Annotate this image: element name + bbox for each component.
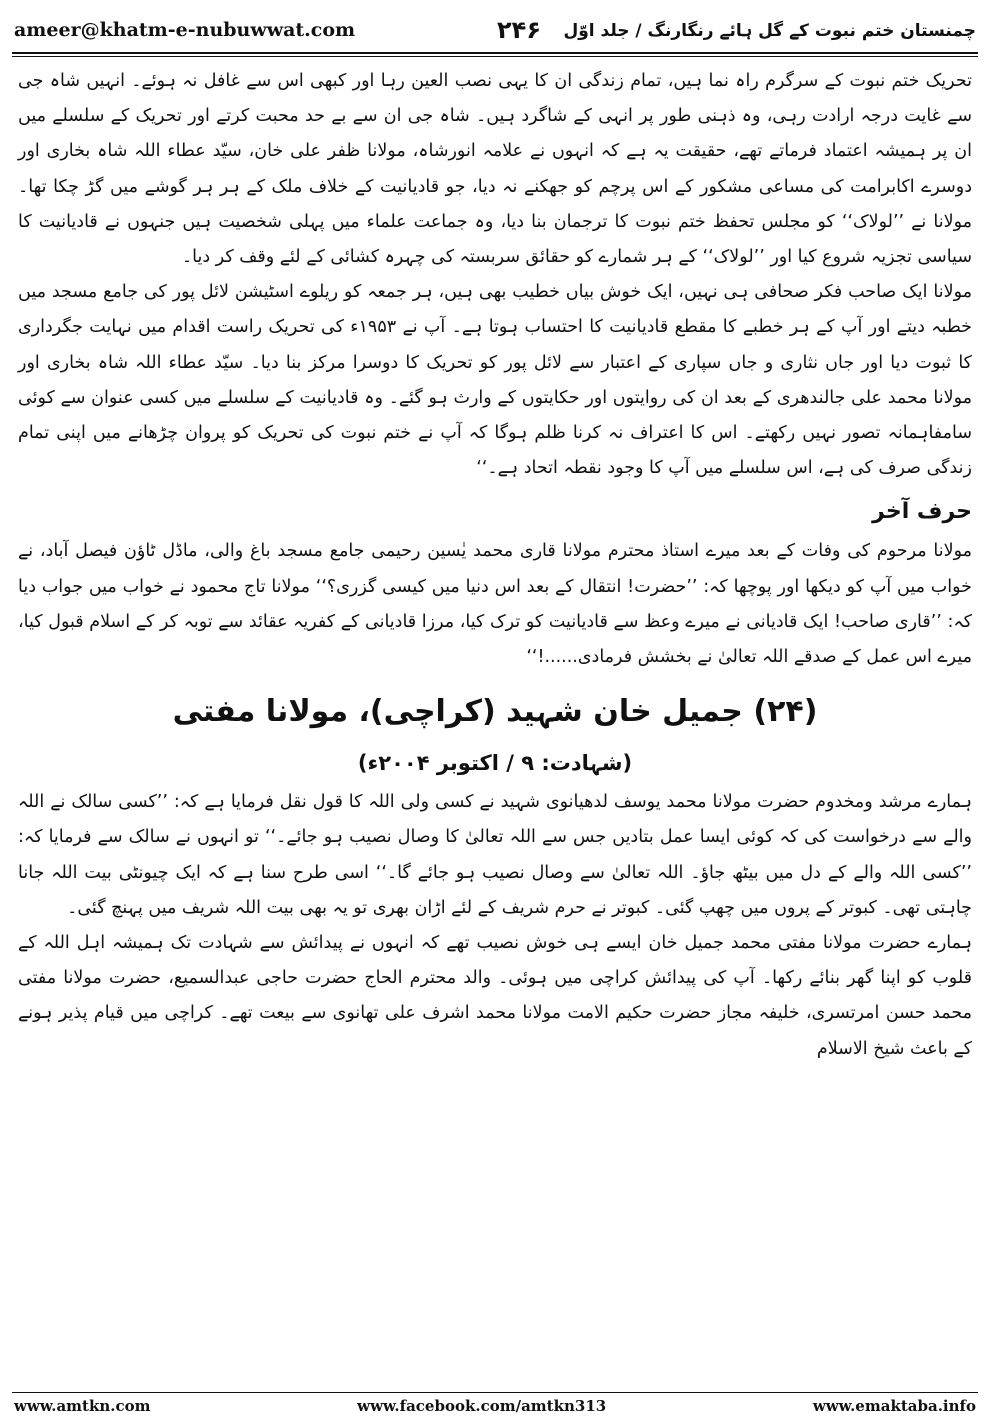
paragraph-1: تحریک ختم نبوت کے سرگرم راہ نما ہیں، تمام زندگی ان کا یہی نصب العین رہا اور کبھی اس سے غافل نہ ہوئے۔ انہیں شاہ جی سے غایت درجہ ارادت رہی، وہ ذہنی طور پر انہی کے شاگرد ہیں۔ شاہ جی ان سے بے حد محبت کرتے اور تحریک کے سلسلے میں ان پر ہمیشہ اعتماد فرماتے تھے، حقیقت یہ ہے کہ انہوں نے علامہ انورشاہ، مولانا ظفر علی خان، سیّد عطاء اللہ شاہ بخاری اور دوسرے اکابرامت کی مساعی مشکور کے اس پرچم کو جھکنے نہ دیا، جو قادیانیت کے خلاف ملک کے ہر ہر گوشے میں گڑ چکا تھا۔ مولانا نے ’’لولاک‘‘ کو مجلس تحفظ ختم نبوت کا ترجمان بنا دیا، وہ جماعت علماء میں پہلی شخصیت ہیں جنہوں نے قادیانیت کا سیاسی تجزیہ شروع کیا اور ’’لولاک‘‘ کے ہر شمارے کو حقائق سربستہ کی چہرہ کشائی کے لئے وقف کر دیا۔ [18,71,972,268]
header-rule-thin [12,56,978,57]
paragraph-2: مولانا ایک صاحب فکر صحافی ہی نہیں، ایک خوش بیاں خطیب بھی ہیں، ہر جمعہ کو ریلوے اسٹیشن لائل پور کی جامع مسجد میں خطبہ دیتے اور آپ کے ہر خطبے کا مقطع قادیانیت کا احتساب ہوتا ہے۔ آپ نے ۱۹۵۳ء کی تحریک راست اقدام میں نہایت جگرداری کا ثبوت دیا اور جاں نثاری و جاں سپاری کے اعتبار سے لائل پور کو تحریک کا دوسرا مرکز بنا دیا۔ سیّد عطاء اللہ شاہ بخاری اور مولانا محمد علی جالندھری کے بعد ان کی روایتوں اور حکایتوں کے وارث ہو گئے۔ وہ قادیانیت کے سلسلے میں کسی عنوان سے کوئی سامفاہمانہ تصور نہیں رکھتے۔ اس کا اعتراف نہ کرنا ظلم ہوگا کہ آپ نے ختم نبوت کی تحریک کو پروان چڑھانے میں اپنی تمام زندگی صرف کی ہے، اس سلسلے میں آپ کا وجود نقطہ اتحاد ہے۔‘‘ [18,282,972,479]
book-title: چمنستان ختم نبوت کے گل ہائے رنگارنگ / جلد اوّل [563,20,976,41]
footer-link-facebook[interactable]: www.facebook.com/amtkn313 [357,1397,607,1415]
page-body [18,64,972,1386]
header-rule [12,52,978,54]
footer-link-amtkn[interactable]: www.amtkn.com [14,1397,151,1415]
paragraph-3: مولانا مرحوم کی وفات کے بعد میرے استاذ محترم مولانا قاری محمد یٰسین رحیمی جامع مسجد باغ والی، ماڈل ٹاؤن فیصل آباد، نے خواب میں آپ کو دیکھا اور پوچھا کہ: ’’حضرت! انتقال کے بعد اس دنیا میں کیسی گزری؟‘‘ مولانا تاج محمود نے خواب میں جواب دیا کہ: ’’قاری صاحب! ایک قادیانی نے میرے وعظ سے قادیانیت کو ترک کیا، مرزا قادیانی کے کفریہ عقائد سے توبہ کر کے اسلام قبول کیا، میرے اس عمل کے صدقے اللہ تعالیٰ نے بخشش فرمادی......!‘‘ [18,541,972,668]
paragraph-5: ہمارے حضرت مولانا مفتی محمد جمیل خان ایسے ہی خوش نصیب تھے کہ انہوں نے پیدائش سے شہادت تک ہمیشہ اہل اللہ کے قلوب کو اپنا گھر بنائے رکھا۔ آپ کی پیدائش کراچی میں ہوئی۔ والد محترم الحاج حضرت حاجی عبدالسمیع، حضرت مولانا مفتی محمد حسن امرتسری، خلیفہ مجاز حضرت حکیم الامت مولانا محمد اشرف علی تھانوی سے بیعت تھے۔ کراچی میں قیام پذیر ہونے کے باعث شیخ الاسلام [18,933,972,1059]
chapter-title: (۲۴) جمیل خان شہید (کراچی)، مولانا مفتی [172,694,818,730]
footer-rule [12,1392,978,1393]
paragraph-4: ہمارے مرشد ومخدوم حضرت مولانا محمد یوسف لدھیانوی شہید نے کسی ولی اللہ کا قول نقل فرمایا ہے کہ: ’’کسی سالک نے اللہ والے سے درخواست کی کہ کوئی ایسا عمل بتادیں جس سے اللہ تعالیٰ کا وصال نصیب ہو جائے۔‘‘ تو انہوں نے سالک سے فرمایا کہ: ’’کسی اللہ والے کے دل میں بیٹھ جاؤ۔ اللہ تعالیٰ سے وصال نصیب ہو جائے گا۔‘‘ اسی طرح سنا ہے کہ ایک چیونٹی بیت اللہ جانا چاہتی تھی۔ کبوتر کے پروں میں چھپ گئی۔ کبوتر نے حرم شریف کے لئے اڑان بھری تو یہ بھی بیت اللہ شریف میں پہنچ گئی۔ [18,792,972,918]
page-number: ۲۴۶ [497,16,541,44]
header-email[interactable]: ameer@khatm-e-nubuwwat.com [14,19,356,41]
section-heading: حرف آخر [872,499,972,525]
chapter-date: (شہادت: ۹ / اکتوبر ۲۰۰۴ء) [357,751,633,776]
page-header [14,10,976,50]
page-footer [14,1394,976,1418]
footer-link-emaktaba[interactable]: www.emaktaba.info [812,1397,976,1415]
